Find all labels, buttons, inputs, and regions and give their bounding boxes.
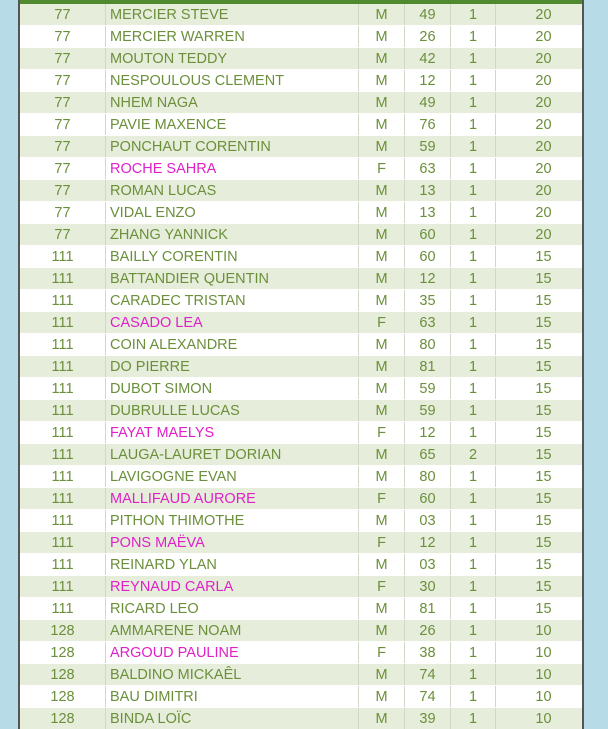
count-cell[interactable]: 1 bbox=[451, 620, 496, 642]
points-cell[interactable]: 15 bbox=[496, 532, 585, 554]
count-cell[interactable]: 1 bbox=[451, 202, 496, 224]
points-cell[interactable]: 15 bbox=[496, 290, 585, 312]
table-row[interactable] bbox=[20, 246, 584, 268]
rank-cell[interactable]: 111 bbox=[20, 488, 106, 510]
dept-cell[interactable]: 63 bbox=[405, 158, 451, 180]
count-cell[interactable]: 1 bbox=[451, 290, 496, 312]
dept-cell[interactable]: 74 bbox=[405, 686, 451, 708]
name-cell[interactable]: REINARD YLAN bbox=[106, 554, 359, 576]
rank-cell[interactable]: 111 bbox=[20, 356, 106, 378]
rank-cell[interactable]: 111 bbox=[20, 598, 106, 620]
name-cell[interactable]: CARADEC TRISTAN bbox=[106, 290, 359, 312]
count-cell[interactable]: 1 bbox=[451, 378, 496, 400]
points-cell[interactable]: 15 bbox=[496, 510, 585, 532]
points-cell[interactable]: 15 bbox=[496, 356, 585, 378]
rank-cell[interactable]: 111 bbox=[20, 400, 106, 422]
sex-cell[interactable]: M bbox=[359, 114, 405, 136]
sex-cell[interactable]: M bbox=[359, 268, 405, 290]
sex-cell[interactable]: M bbox=[359, 686, 405, 708]
dept-cell[interactable]: 60 bbox=[405, 488, 451, 510]
name-cell[interactable]: PONCHAUT CORENTIN bbox=[106, 136, 359, 158]
count-cell[interactable]: 1 bbox=[451, 26, 496, 48]
rank-cell[interactable]: 111 bbox=[20, 554, 106, 576]
name-cell[interactable]: ROMAN LUCAS bbox=[106, 180, 359, 202]
rank-cell[interactable]: 128 bbox=[20, 664, 106, 686]
table-row[interactable] bbox=[20, 202, 584, 224]
points-cell[interactable]: 10 bbox=[496, 686, 585, 708]
dept-cell[interactable]: 12 bbox=[405, 422, 451, 444]
sex-cell[interactable]: M bbox=[359, 224, 405, 246]
name-cell[interactable]: VIDAL ENZO bbox=[106, 202, 359, 224]
name-cell[interactable]: CASADO LEA bbox=[106, 312, 359, 334]
points-cell[interactable]: 20 bbox=[496, 92, 585, 114]
rank-cell[interactable]: 128 bbox=[20, 642, 106, 664]
dept-cell[interactable]: 65 bbox=[405, 444, 451, 466]
results-table-body bbox=[20, 4, 584, 729]
count-cell[interactable]: 1 bbox=[451, 312, 496, 334]
count-cell[interactable]: 1 bbox=[451, 92, 496, 114]
name-cell[interactable]: ZHANG YANNICK bbox=[106, 224, 359, 246]
points-cell[interactable]: 15 bbox=[496, 246, 585, 268]
dept-cell[interactable]: 38 bbox=[405, 642, 451, 664]
count-cell[interactable]: 1 bbox=[451, 510, 496, 532]
table-row[interactable] bbox=[20, 290, 584, 312]
dept-cell[interactable]: 60 bbox=[405, 246, 451, 268]
table-row[interactable] bbox=[20, 92, 584, 114]
count-cell[interactable]: 1 bbox=[451, 488, 496, 510]
rank-cell[interactable]: 77 bbox=[20, 136, 106, 158]
sex-cell[interactable]: M bbox=[359, 378, 405, 400]
points-cell[interactable]: 20 bbox=[496, 202, 585, 224]
points-cell[interactable]: 20 bbox=[496, 224, 585, 246]
sex-cell[interactable]: F bbox=[359, 576, 405, 598]
dept-cell[interactable]: 59 bbox=[405, 378, 451, 400]
count-cell[interactable]: 1 bbox=[451, 356, 496, 378]
rank-cell[interactable]: 128 bbox=[20, 620, 106, 642]
points-cell[interactable]: 15 bbox=[496, 334, 585, 356]
sex-cell[interactable]: M bbox=[359, 136, 405, 158]
sex-cell[interactable]: M bbox=[359, 598, 405, 620]
dept-cell[interactable]: 80 bbox=[405, 334, 451, 356]
table-row[interactable] bbox=[20, 510, 584, 532]
rank-cell[interactable]: 111 bbox=[20, 444, 106, 466]
name-cell[interactable]: MERCIER STEVE bbox=[106, 4, 359, 26]
sex-cell[interactable]: M bbox=[359, 92, 405, 114]
table-row[interactable] bbox=[20, 400, 584, 422]
points-cell[interactable]: 20 bbox=[496, 4, 585, 26]
count-cell[interactable]: 1 bbox=[451, 598, 496, 620]
count-cell[interactable]: 2 bbox=[451, 444, 496, 466]
name-cell[interactable]: DUBRULLE LUCAS bbox=[106, 400, 359, 422]
sex-cell[interactable]: F bbox=[359, 642, 405, 664]
sex-cell[interactable]: M bbox=[359, 400, 405, 422]
rank-cell[interactable]: 77 bbox=[20, 92, 106, 114]
dept-cell[interactable]: 59 bbox=[405, 136, 451, 158]
dept-cell[interactable]: 30 bbox=[405, 576, 451, 598]
dept-cell[interactable]: 59 bbox=[405, 400, 451, 422]
rank-cell[interactable]: 111 bbox=[20, 378, 106, 400]
rank-cell[interactable]: 128 bbox=[20, 708, 106, 729]
dept-cell[interactable]: 63 bbox=[405, 312, 451, 334]
rank-cell[interactable]: 111 bbox=[20, 268, 106, 290]
rank-cell[interactable]: 77 bbox=[20, 158, 106, 180]
name-cell[interactable]: PONS MAËVA bbox=[106, 532, 359, 554]
table-row[interactable] bbox=[20, 334, 584, 356]
sex-cell[interactable]: M bbox=[359, 510, 405, 532]
count-cell[interactable]: 1 bbox=[451, 70, 496, 92]
name-cell[interactable]: LAUGA-LAURET DORIAN bbox=[106, 444, 359, 466]
count-cell[interactable]: 1 bbox=[451, 708, 496, 729]
points-cell[interactable]: 15 bbox=[496, 554, 585, 576]
count-cell[interactable]: 1 bbox=[451, 48, 496, 70]
sex-cell[interactable]: M bbox=[359, 620, 405, 642]
results-table bbox=[20, 4, 584, 729]
sex-cell[interactable]: F bbox=[359, 158, 405, 180]
points-cell[interactable]: 20 bbox=[496, 158, 585, 180]
table-row[interactable] bbox=[20, 4, 584, 26]
rank-cell[interactable]: 77 bbox=[20, 26, 106, 48]
table-row[interactable] bbox=[20, 554, 584, 576]
sex-cell[interactable]: M bbox=[359, 70, 405, 92]
count-cell[interactable]: 1 bbox=[451, 158, 496, 180]
table-row[interactable] bbox=[20, 598, 584, 620]
dept-cell[interactable]: 39 bbox=[405, 708, 451, 729]
table-row[interactable] bbox=[20, 48, 584, 70]
table-row[interactable] bbox=[20, 114, 584, 136]
points-cell[interactable]: 20 bbox=[496, 180, 585, 202]
name-cell[interactable]: BATTANDIER QUENTIN bbox=[106, 268, 359, 290]
points-cell[interactable]: 10 bbox=[496, 664, 585, 686]
name-cell[interactable]: BAU DIMITRI bbox=[106, 686, 359, 708]
table-row[interactable] bbox=[20, 576, 584, 598]
name-cell[interactable]: MERCIER WARREN bbox=[106, 26, 359, 48]
points-cell[interactable]: 15 bbox=[496, 422, 585, 444]
rank-cell[interactable]: 77 bbox=[20, 114, 106, 136]
points-cell[interactable]: 15 bbox=[496, 268, 585, 290]
table-row[interactable] bbox=[20, 620, 584, 642]
table-row[interactable] bbox=[20, 180, 584, 202]
rank-cell[interactable]: 77 bbox=[20, 4, 106, 26]
sex-cell[interactable]: M bbox=[359, 356, 405, 378]
table-row[interactable] bbox=[20, 488, 584, 510]
points-cell[interactable]: 20 bbox=[496, 48, 585, 70]
rank-cell[interactable]: 111 bbox=[20, 422, 106, 444]
dept-cell[interactable]: 26 bbox=[405, 620, 451, 642]
count-cell[interactable]: 1 bbox=[451, 268, 496, 290]
count-cell[interactable]: 1 bbox=[451, 576, 496, 598]
table-row[interactable] bbox=[20, 70, 584, 92]
points-cell[interactable]: 15 bbox=[496, 400, 585, 422]
count-cell[interactable]: 1 bbox=[451, 664, 496, 686]
table-row[interactable] bbox=[20, 664, 584, 686]
points-cell[interactable]: 10 bbox=[496, 620, 585, 642]
name-cell[interactable]: ARGOUD PAULINE bbox=[106, 642, 359, 664]
dept-cell[interactable]: 74 bbox=[405, 664, 451, 686]
points-cell[interactable]: 15 bbox=[496, 444, 585, 466]
dept-cell[interactable]: 12 bbox=[405, 532, 451, 554]
name-cell[interactable]: NHEM NAGA bbox=[106, 92, 359, 114]
rank-cell[interactable]: 77 bbox=[20, 180, 106, 202]
sex-cell[interactable]: M bbox=[359, 290, 405, 312]
rank-cell[interactable]: 111 bbox=[20, 246, 106, 268]
points-cell[interactable]: 20 bbox=[496, 136, 585, 158]
dept-cell[interactable]: 60 bbox=[405, 224, 451, 246]
name-cell[interactable]: BALDINO MICKAÊL bbox=[106, 664, 359, 686]
points-cell[interactable]: 20 bbox=[496, 26, 585, 48]
dept-cell[interactable]: 49 bbox=[405, 92, 451, 114]
rank-cell[interactable]: 111 bbox=[20, 290, 106, 312]
count-cell[interactable]: 1 bbox=[451, 554, 496, 576]
dept-cell[interactable]: 80 bbox=[405, 466, 451, 488]
points-cell[interactable]: 15 bbox=[496, 598, 585, 620]
sex-cell[interactable]: F bbox=[359, 312, 405, 334]
name-cell[interactable]: LAVIGOGNE EVAN bbox=[106, 466, 359, 488]
table-row[interactable] bbox=[20, 356, 584, 378]
rank-cell[interactable]: 111 bbox=[20, 510, 106, 532]
count-cell[interactable]: 1 bbox=[451, 246, 496, 268]
points-cell[interactable]: 15 bbox=[496, 466, 585, 488]
count-cell[interactable]: 1 bbox=[451, 686, 496, 708]
points-cell[interactable]: 15 bbox=[496, 378, 585, 400]
sex-cell[interactable]: M bbox=[359, 466, 405, 488]
sex-cell[interactable]: M bbox=[359, 26, 405, 48]
points-cell[interactable]: 20 bbox=[496, 70, 585, 92]
count-cell[interactable]: 1 bbox=[451, 400, 496, 422]
sex-cell[interactable]: F bbox=[359, 422, 405, 444]
dept-cell[interactable]: 13 bbox=[405, 180, 451, 202]
table-row[interactable] bbox=[20, 268, 584, 290]
name-cell[interactable]: MOUTON TEDDY bbox=[106, 48, 359, 70]
table-row[interactable] bbox=[20, 378, 584, 400]
dept-cell[interactable]: 03 bbox=[405, 554, 451, 576]
name-cell[interactable]: DUBOT SIMON bbox=[106, 378, 359, 400]
sex-cell[interactable]: M bbox=[359, 334, 405, 356]
name-cell[interactable]: FAYAT MAELYS bbox=[106, 422, 359, 444]
table-row[interactable] bbox=[20, 312, 584, 334]
count-cell[interactable]: 1 bbox=[451, 180, 496, 202]
name-cell[interactable]: BAILLY CORENTIN bbox=[106, 246, 359, 268]
table-row[interactable] bbox=[20, 158, 584, 180]
dept-cell[interactable]: 49 bbox=[405, 4, 451, 26]
rank-cell[interactable]: 77 bbox=[20, 70, 106, 92]
sex-cell[interactable]: M bbox=[359, 554, 405, 576]
dept-cell[interactable]: 26 bbox=[405, 26, 451, 48]
sex-cell[interactable]: M bbox=[359, 664, 405, 686]
table-row[interactable] bbox=[20, 708, 584, 729]
name-cell[interactable]: DO PIERRE bbox=[106, 356, 359, 378]
points-cell[interactable]: 15 bbox=[496, 312, 585, 334]
rank-cell[interactable]: 111 bbox=[20, 576, 106, 598]
points-cell[interactable]: 15 bbox=[496, 488, 585, 510]
table-row[interactable] bbox=[20, 686, 584, 708]
dept-cell[interactable]: 81 bbox=[405, 598, 451, 620]
name-cell[interactable]: PAVIE MAXENCE bbox=[106, 114, 359, 136]
points-cell[interactable]: 10 bbox=[496, 642, 585, 664]
name-cell[interactable]: AMMARENE NOAM bbox=[106, 620, 359, 642]
spreadsheet-view bbox=[18, 0, 584, 729]
count-cell[interactable]: 1 bbox=[451, 422, 496, 444]
count-cell[interactable]: 1 bbox=[451, 466, 496, 488]
count-cell[interactable]: 1 bbox=[451, 532, 496, 554]
sex-cell[interactable]: M bbox=[359, 202, 405, 224]
points-cell[interactable]: 15 bbox=[496, 576, 585, 598]
rank-cell[interactable]: 77 bbox=[20, 48, 106, 70]
points-cell[interactable]: 10 bbox=[496, 708, 585, 729]
rank-cell[interactable]: 128 bbox=[20, 686, 106, 708]
sex-cell[interactable]: M bbox=[359, 246, 405, 268]
count-cell[interactable]: 1 bbox=[451, 136, 496, 158]
table-row[interactable] bbox=[20, 136, 584, 158]
name-cell[interactable]: REYNAUD CARLA bbox=[106, 576, 359, 598]
dept-cell[interactable]: 76 bbox=[405, 114, 451, 136]
rank-cell[interactable]: 111 bbox=[20, 334, 106, 356]
count-cell[interactable]: 1 bbox=[451, 642, 496, 664]
name-cell[interactable]: RICARD LEO bbox=[106, 598, 359, 620]
name-cell[interactable]: PITHON THIMOTHE bbox=[106, 510, 359, 532]
dept-cell[interactable]: 81 bbox=[405, 356, 451, 378]
name-cell[interactable]: BINDA LOÏC bbox=[106, 708, 359, 729]
table-row[interactable] bbox=[20, 642, 584, 664]
sex-cell[interactable]: M bbox=[359, 4, 405, 26]
rank-cell[interactable]: 111 bbox=[20, 532, 106, 554]
table-row[interactable] bbox=[20, 532, 584, 554]
dept-cell[interactable]: 35 bbox=[405, 290, 451, 312]
table-row[interactable] bbox=[20, 444, 584, 466]
rank-cell[interactable]: 77 bbox=[20, 224, 106, 246]
name-cell[interactable]: ROCHE SAHRA bbox=[106, 158, 359, 180]
points-cell[interactable]: 20 bbox=[496, 114, 585, 136]
count-cell[interactable]: 1 bbox=[451, 4, 496, 26]
sex-cell[interactable]: F bbox=[359, 488, 405, 510]
name-cell[interactable]: NESPOULOUS CLEMENT bbox=[106, 70, 359, 92]
dept-cell[interactable]: 12 bbox=[405, 268, 451, 290]
name-cell[interactable]: MALLIFAUD AURORE bbox=[106, 488, 359, 510]
table-row[interactable] bbox=[20, 224, 584, 246]
dept-cell[interactable]: 42 bbox=[405, 48, 451, 70]
rank-cell[interactable]: 77 bbox=[20, 202, 106, 224]
table-row[interactable] bbox=[20, 26, 584, 48]
count-cell[interactable]: 1 bbox=[451, 334, 496, 356]
sex-cell[interactable]: M bbox=[359, 708, 405, 729]
sex-cell[interactable]: F bbox=[359, 532, 405, 554]
rank-cell[interactable]: 111 bbox=[20, 466, 106, 488]
dept-cell[interactable]: 12 bbox=[405, 70, 451, 92]
dept-cell[interactable]: 03 bbox=[405, 510, 451, 532]
count-cell[interactable]: 1 bbox=[451, 224, 496, 246]
dept-cell[interactable]: 13 bbox=[405, 202, 451, 224]
rank-cell[interactable]: 111 bbox=[20, 312, 106, 334]
table-row[interactable] bbox=[20, 466, 584, 488]
name-cell[interactable]: COIN ALEXANDRE bbox=[106, 334, 359, 356]
sex-cell[interactable]: M bbox=[359, 48, 405, 70]
table-row[interactable] bbox=[20, 422, 584, 444]
sex-cell[interactable]: M bbox=[359, 444, 405, 466]
sex-cell[interactable]: M bbox=[359, 180, 405, 202]
count-cell[interactable]: 1 bbox=[451, 114, 496, 136]
